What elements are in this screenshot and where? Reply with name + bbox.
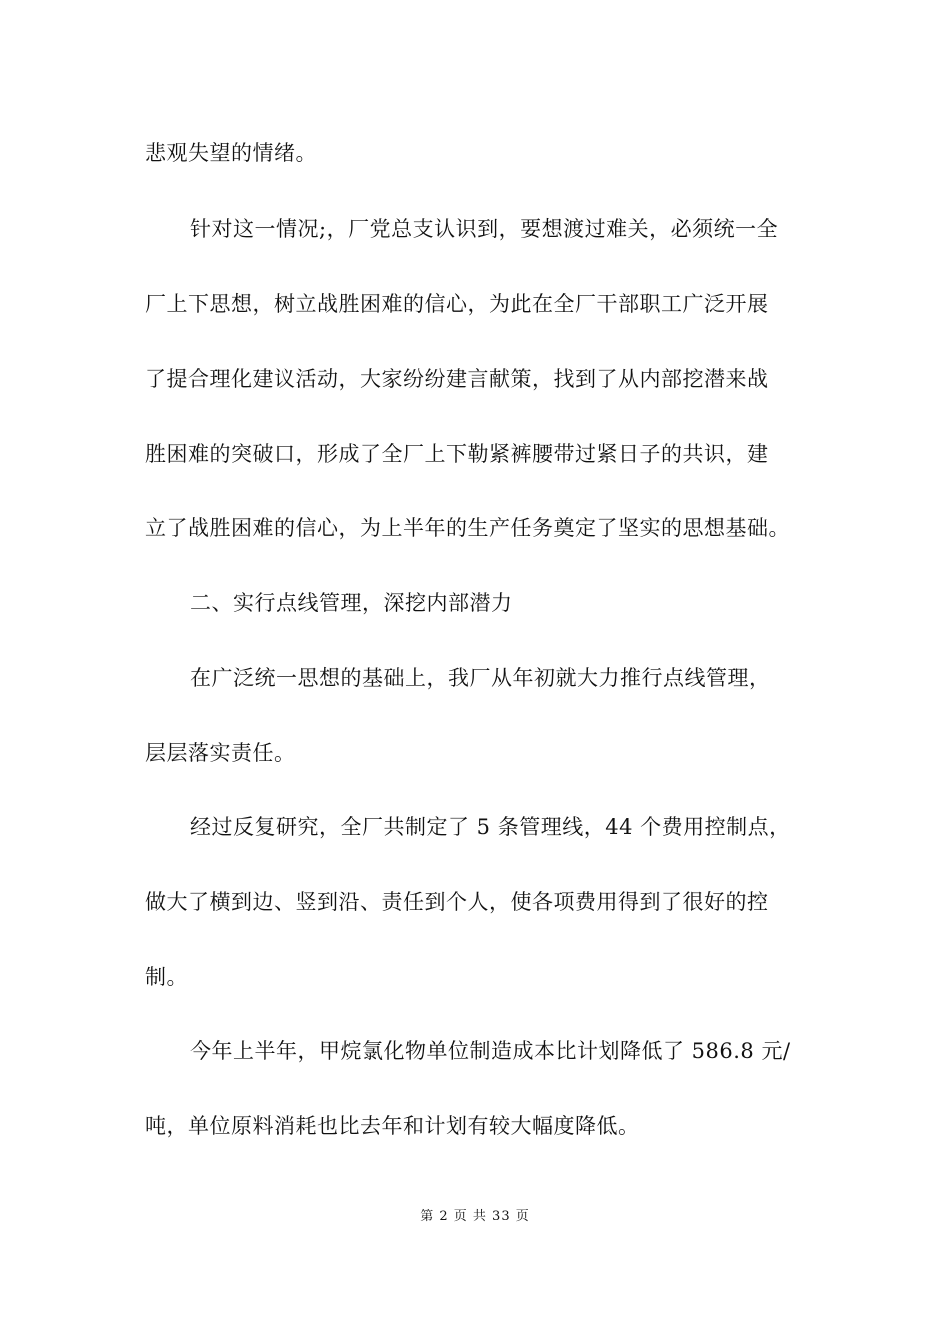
- text-line-5: 胜困难的突破口，形成了全厂上下勒紧裤腰带过紧日子的共识，建: [145, 442, 769, 466]
- text-line-14: 吨，单位原料消耗也比去年和计划有较大幅度降低。: [145, 1114, 640, 1138]
- text-line-2: 针对这一情况;，厂党总支认识到，要想渡过难关，必须统一全: [190, 217, 779, 241]
- text-line-11: 做大了横到边、竖到沿、责任到个人，使各项费用得到了很好的控: [145, 890, 769, 914]
- text-line-1: 悲观失望的情绪。: [145, 141, 317, 165]
- text-line-6: 立了战胜困难的信心，为上半年的生产任务奠定了坚实的思想基础。: [145, 516, 790, 540]
- page-footer: [0, 1208, 950, 1226]
- text-line-9: 层层落实责任。: [145, 741, 296, 765]
- text-line-4: 了提合理化建议活动，大家纷纷建言献策，找到了从内部挖潜来战: [145, 367, 769, 391]
- text-line-10: 经过反复研究，全厂共制定了 5 条管理线，44 个费用控制点，: [190, 815, 791, 839]
- section-heading: 二、实行点线管理，深挖内部潜力: [190, 591, 513, 615]
- text-line-12: 制。: [145, 965, 188, 989]
- page-number-label: 第 2 页 共 33 页: [420, 1209, 530, 1224]
- text-line-8: 在广泛统一思想的基础上，我厂从年初就大力推行点线管理，: [190, 666, 771, 690]
- text-line-3: 厂上下思想，树立战胜困难的信心，为此在全厂干部职工广泛开展: [145, 292, 769, 316]
- text-line-13: 今年上半年，甲烷氯化物单位制造成本比计划降低了 586.8 元/: [190, 1039, 791, 1063]
